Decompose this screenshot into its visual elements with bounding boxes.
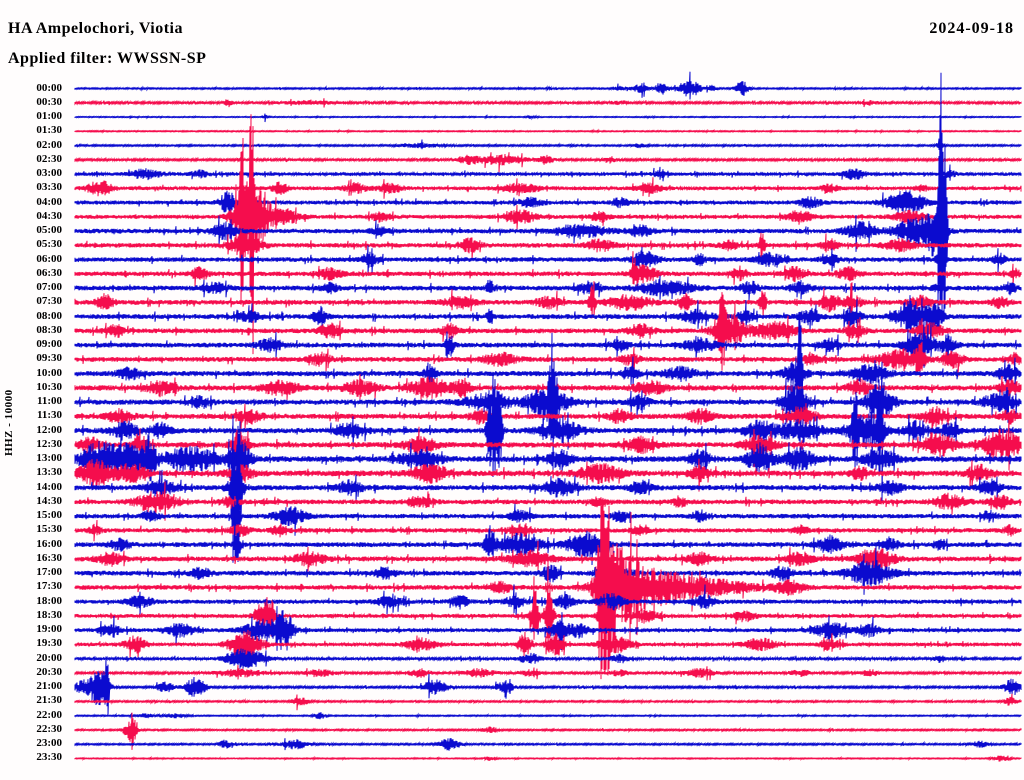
trace-row-0630: [75, 251, 1021, 286]
trace-row-2130: [75, 694, 1021, 710]
trace-row-0400: [75, 190, 1021, 215]
row-time-label: 22:30: [36, 722, 62, 735]
trace-row-0200: [75, 139, 1021, 150]
row-time-label: 05:00: [36, 224, 62, 237]
trace-row-2300: [75, 738, 1021, 751]
trace-row-0100: [75, 114, 1021, 122]
row-time-label: 06:30: [36, 266, 62, 279]
trace-row-2030: [75, 665, 1021, 680]
row-time-label: 15:30: [36, 523, 62, 536]
row-time-label: 03:00: [36, 167, 62, 180]
row-time-label: 12:30: [36, 437, 62, 450]
row-time-label: 01:00: [36, 110, 62, 122]
row-time-label: 04:00: [36, 195, 62, 208]
row-time-label: 07:30: [36, 295, 62, 308]
row-time-label: 00:00: [36, 81, 62, 94]
trace-row-2330: [75, 756, 1021, 762]
row-time-label: 10:30: [36, 380, 62, 393]
row-time-label: 01:30: [36, 124, 62, 137]
row-time-label: 02:30: [36, 152, 62, 165]
row-time-label: 08:30: [36, 323, 62, 336]
row-time-label: 20:00: [36, 651, 62, 664]
trace-row-0030: [75, 98, 1021, 107]
row-time-label: 14:00: [36, 480, 62, 493]
trace-row-0130: [75, 130, 1021, 132]
row-time-label: 10:00: [36, 366, 62, 379]
row-time-label: 13:30: [36, 466, 62, 479]
row-time-label: 15:00: [36, 509, 62, 522]
trace-row-2200: [75, 712, 1021, 719]
row-time-label: 23:00: [36, 737, 62, 750]
row-time-label: 09:30: [36, 352, 62, 365]
row-time-label: 19:30: [36, 637, 62, 650]
row-time-label: 02:00: [36, 138, 62, 151]
row-time-label: 14:30: [36, 494, 62, 507]
trace-row-0230: [75, 152, 1021, 172]
row-time-label: 22:00: [36, 708, 62, 721]
row-time-label: 18:00: [36, 594, 62, 607]
row-time-label: 19:00: [36, 623, 62, 636]
row-time-label: 08:00: [36, 309, 62, 322]
row-time-label: 06:00: [36, 252, 62, 265]
row-time-label: 21:00: [36, 680, 62, 693]
row-time-label: 21:30: [36, 694, 62, 707]
row-time-label: 17:30: [36, 580, 62, 593]
trace-row-2000: [75, 649, 1021, 669]
channel-scale-label: HHZ - 10000: [3, 389, 15, 457]
applied-filter-label: Applied filter: WWSSN-SP: [8, 50, 207, 67]
row-time-label: 16:30: [36, 551, 62, 564]
row-time-label: 13:00: [36, 452, 62, 465]
row-time-label: 09:00: [36, 338, 62, 351]
row-time-label: 23:30: [36, 751, 62, 764]
date-label: 2024-09-18: [929, 20, 1014, 37]
station-title: HA Ampelochori, Viotia: [8, 20, 183, 37]
row-time-label: 11:00: [36, 395, 62, 408]
trace-row-2100: [75, 656, 1021, 716]
trace-row-0530: [75, 230, 1021, 269]
trace-row-0000: [75, 72, 1021, 100]
row-time-label: 07:00: [36, 281, 62, 294]
row-time-label: 12:00: [36, 423, 62, 436]
trace-row-0330: [75, 177, 1021, 199]
row-time-label: 05:30: [36, 238, 62, 251]
row-time-label: 00:30: [36, 95, 62, 108]
row-time-label: 16:00: [36, 537, 62, 550]
row-time-label: 20:30: [36, 665, 62, 678]
row-time-label: 11:30: [36, 409, 62, 422]
trace-row-0300: [75, 165, 1021, 182]
row-time-label: 03:30: [36, 181, 62, 194]
row-time-label: 18:30: [36, 608, 62, 621]
row-time-label: 04:30: [36, 209, 62, 222]
row-time-label: 17:00: [36, 566, 62, 579]
